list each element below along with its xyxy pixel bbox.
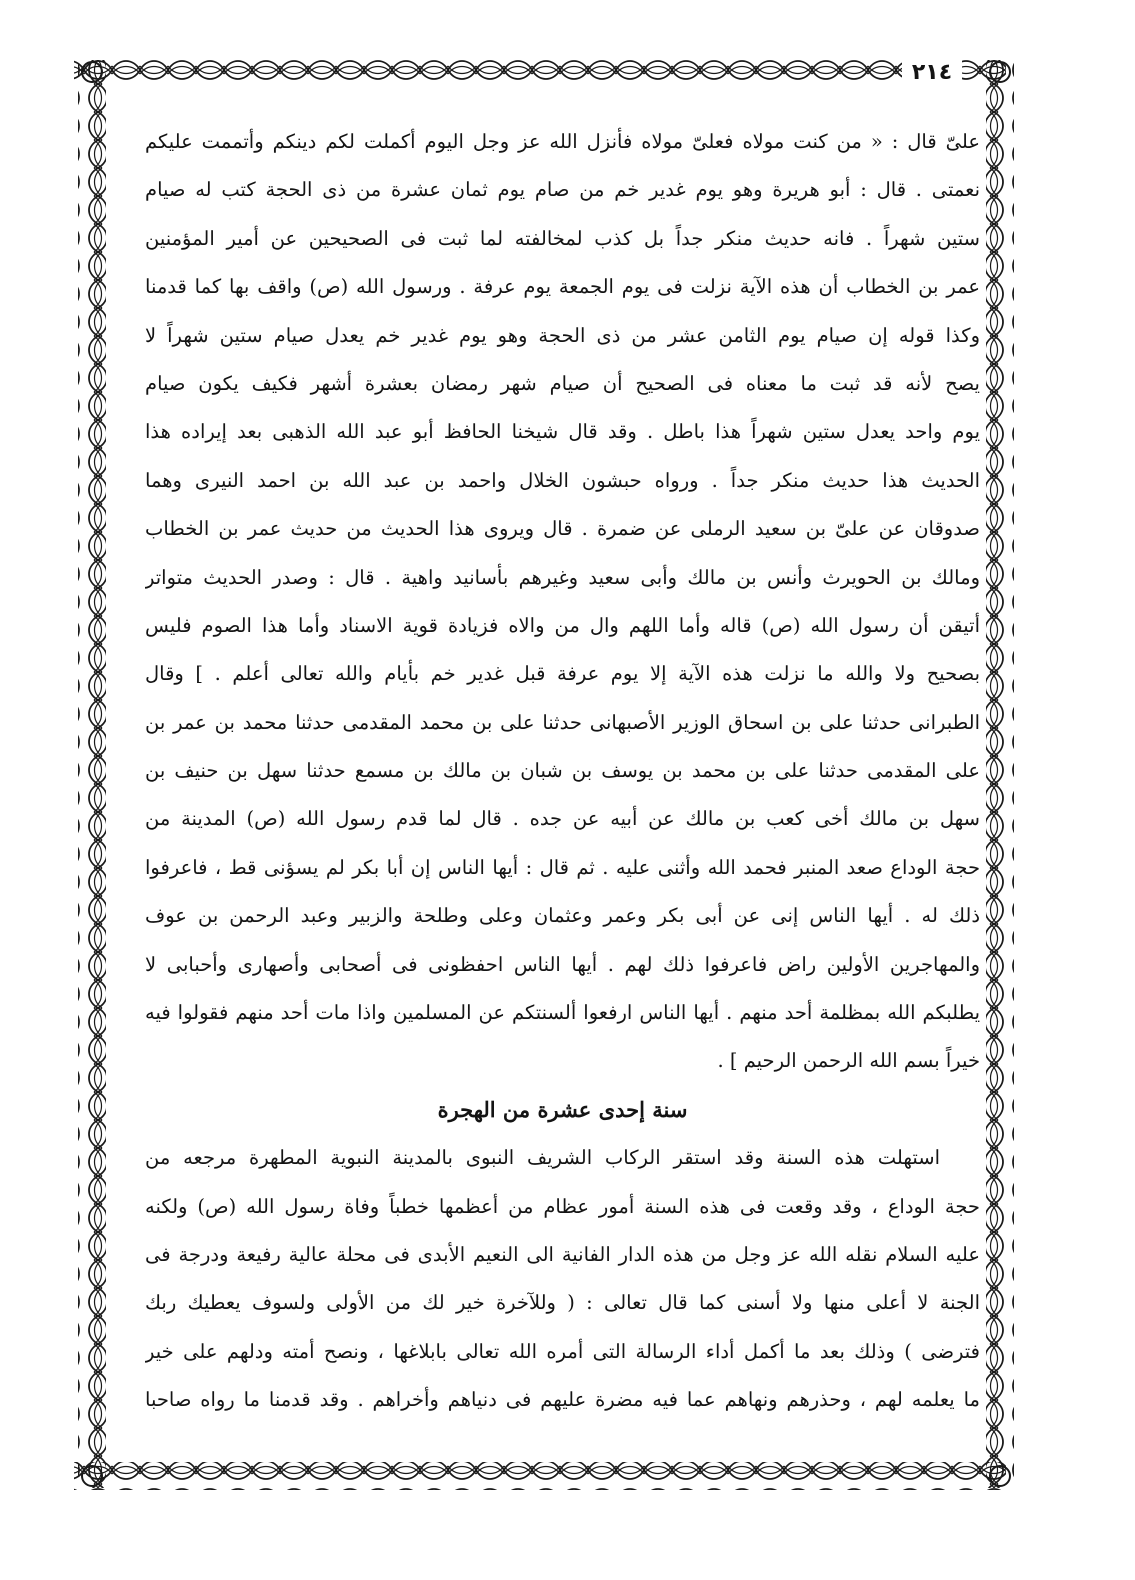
section-line: استهلت هذه السنة وقد استقر الركاب الشريف النبوى بالمدينة النبوية المطهرة مرجعه من	[145, 1146, 940, 1170]
body-line: صدوقان عن علىّ بن سعيد الرملى عن ضمرة . قال ويروى هذا الحديث من حديث عمر بن الخطاب	[145, 517, 980, 541]
section-line: حجة الوداع ، وقد وقعت فى هذه السنة أمور عظام من أعظمها خطباً وفاة رسول الله (ص) ولكنه	[145, 1194, 980, 1218]
body-line: يطلبكم الله بمظلمة أحد منهم . أيها الناس ارفعوا ألسنتكم عن المسلمين واذا مات أحد منهم فقولوا فيه	[145, 1001, 980, 1025]
body-line: علىّ قال : « من كنت مولاه فعلىّ مولاه فأنزل الله عز وجل اليوم أكملت لكم دينكم وأتممت عليكم	[145, 130, 980, 153]
body-line: ذلك له . أيها الناس إنى عن أبى بكر وعمر وعثمان وعلى وطلحة والزبير وعبد الرحمن بن عوف	[145, 904, 980, 928]
body-line: أتيقن أن رسول الله (ص) قاله وأما اللهم وال من والاه فزيادة قوية الاسناد وأما هذا الصوم فليس	[145, 613, 980, 637]
body-line: خيراً بسم الله الرحمن الرحيم ] .	[717, 1049, 980, 1073]
text-block	[145, 118, 980, 1450]
body-line: ستين شهراً . فانه حديث منكر جداً بل كذب لمخالفته لما ثبت فى الصحيحين عن أمير المؤمنين	[145, 226, 980, 250]
body-line: على المقدمى حدثنا على بن محمد بن يوسف بن شبان بن مالك بن مسمع حدثنا سهل بن حنيف بن	[145, 759, 980, 783]
body-line: بصحيح ولا والله ما نزلت هذه الآية إلا يوم عرفة قبل غدير خم بأيام والله تعالى أعلم . ] وقال	[145, 662, 980, 686]
body-line: والمهاجرين الأولين راض فاعرفوا ذلك لهم . أيها الناس احفظونى فى أصحابى وأصهارى وأحبابى لا	[145, 952, 980, 976]
body-line: حجة الوداع صعد المنبر فحمد الله وأثنى عليه . ثم قال : أيها الناس إن أبا بكر لم يسؤنى قط ، فاعرفوا	[145, 855, 980, 879]
body-line: الطبرانى حدثنا على بن اسحاق الوزير الأصبهانى حدثنا على بن محمد المقدمى حدثنا محمد بن عمر بن	[145, 710, 980, 734]
body-line: سهل بن مالك أخى كعب بن مالك عن أبيه عن جده . قال لما قدم رسول الله (ص) المدينة من	[145, 807, 980, 831]
section-line: الجنة لا أعلى منها ولا أسنى كما قال تعالى : ( وللآخرة خير لك من الأولى ولسوف يعطيك ربك	[145, 1291, 980, 1315]
section-heading: سنة إحدى عشرة من الهجرة	[437, 1096, 688, 1122]
body-line: ومالك بن الحويرث وأنس بن مالك وأبى سعيد وغيرهم بأسانيد واهية . قال : وصدر الحديث متواتر	[145, 565, 980, 589]
section-line: فترضى ) وذلك بعد ما أكمل أداء الرسالة التى أمره الله تعالى بابلاغها ، ونصح أمته ودلهم على خير	[145, 1339, 980, 1363]
body-line: عمر بن الخطاب أن هذه الآية نزلت فى يوم الجمعة يوم عرفة . ورسول الله (ص) واقف بها كما قدمنا	[145, 275, 980, 299]
section-line: عليه السلام نقله الله عز وجل من هذه الدار الفانية الى النعيم الأبدى فى محلة عالية رفيعة ودرجة فى	[145, 1242, 980, 1266]
page-number: ٢١٤	[902, 56, 962, 90]
body-line: نعمتى . قال : أبو هريرة وهو يوم غدير خم من صام يوم ثمان عشرة من ذى الحجة كتب له صيام	[145, 178, 980, 202]
body-line: يوم واحد يعدل ستين شهراً هذا باطل . وقد قال شيخنا الحافظ أبو عبد الله الذهبى بعد إيراده هذا	[145, 420, 980, 444]
body-line: يصح لأنه قد ثبت ما معناه فى الصحيح أن صيام شهر رمضان بعشرة أشهر فكيف يكون صيام	[145, 371, 980, 395]
body-line: الحديث هذا حديث منكر جداً . ورواه حبشون الخلال واحمد بن عبد الله بن احمد النيرى وهما	[145, 468, 980, 492]
body-line: وكذا قوله إن صيام يوم الثامن عشر من ذى الحجة وهو يوم غدير خم يعدل صيام ستين شهراً لا	[145, 323, 980, 347]
section-line: ما يعلمه لهم ، وحذرهم ونهاهم عما فيه مضرة عليهم فى دنياهم وأخراهم . وقد قدمنا ما رواه صاحبا	[145, 1388, 980, 1412]
